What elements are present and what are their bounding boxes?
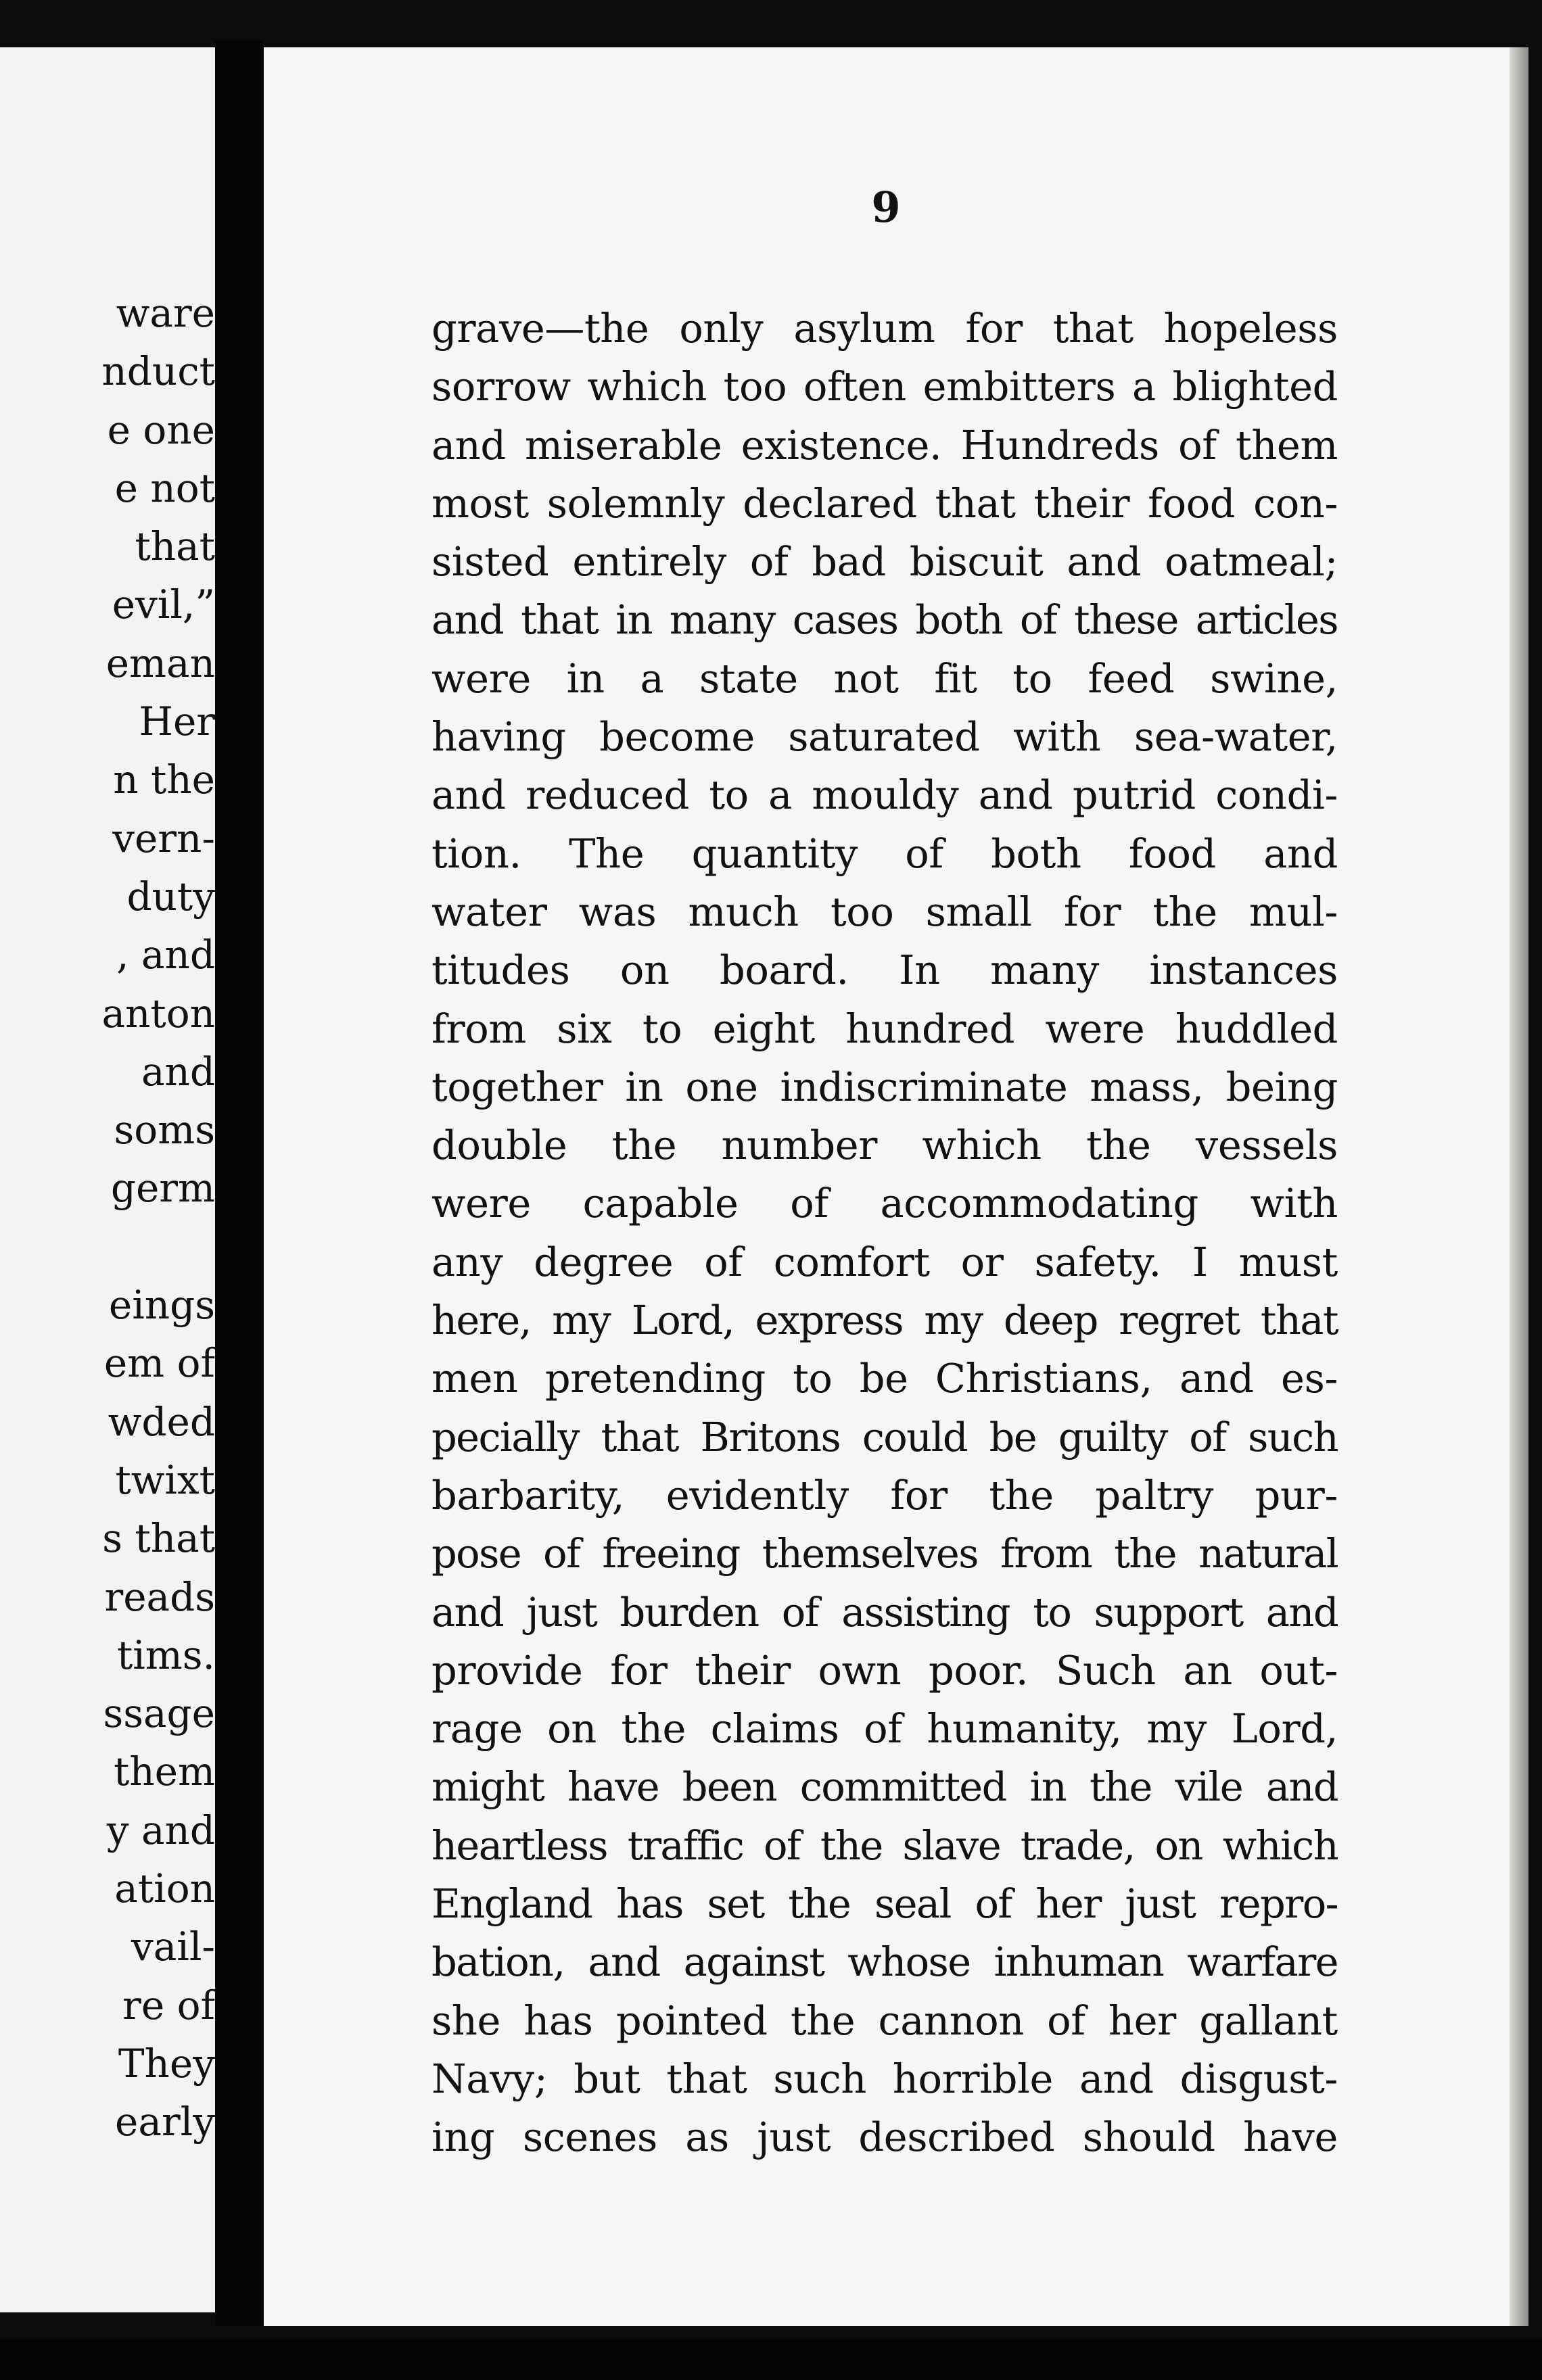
text-line: grave—the only asylum for that hopeless bbox=[431, 305, 1338, 352]
left-line: Her bbox=[139, 698, 215, 745]
text-line: provide for their own poor. Such an out- bbox=[431, 1646, 1338, 1694]
left-line: and bbox=[141, 1048, 215, 1095]
left-line: early bbox=[115, 2099, 215, 2145]
text-line: were in a state not fit to feed swine, bbox=[431, 654, 1338, 702]
page-number: 9 bbox=[871, 183, 901, 232]
text-line: barbarity, evidently for the paltry pur- bbox=[431, 1471, 1338, 1519]
left-line: eings bbox=[108, 1282, 215, 1329]
left-line: eman bbox=[106, 640, 215, 686]
left-line: e one bbox=[107, 406, 215, 453]
text-line: tion. The quantity of both food and bbox=[431, 830, 1338, 877]
left-line: duty bbox=[126, 873, 215, 920]
text-line: and reduced to a mouldy and putrid condi- bbox=[431, 771, 1338, 819]
left-line: e not bbox=[114, 465, 215, 511]
left-line: germ bbox=[110, 1165, 215, 1212]
text-line: men pretending to be Christians, and es- bbox=[431, 1355, 1338, 1402]
text-line: having become saturated with sea-water, bbox=[431, 713, 1338, 761]
book-gutter bbox=[215, 41, 264, 2326]
page-edge bbox=[1510, 47, 1528, 2326]
left-line: reads bbox=[104, 1573, 215, 1620]
text-line: most solemnly declared that their food con- bbox=[431, 479, 1338, 527]
left-line bbox=[0, 1218, 215, 1276]
left-line: They bbox=[118, 2040, 215, 2087]
text-line: and just burden of assisting to support and bbox=[431, 1588, 1338, 1636]
text-line: ing scenes as just described should have bbox=[431, 2114, 1338, 2161]
text-line: might have been committed in the vile and bbox=[431, 1763, 1338, 1811]
left-line: ssage bbox=[103, 1690, 215, 1737]
text-line: titudes on board. In many instances bbox=[431, 947, 1338, 994]
left-line: vern- bbox=[112, 815, 215, 861]
text-line: water was much too small for the mul- bbox=[431, 888, 1338, 935]
text-line: from six to eight hundred were huddled bbox=[431, 1005, 1338, 1052]
text-line: double the number which the vessels bbox=[431, 1122, 1338, 1169]
left-line: anton bbox=[101, 990, 215, 1037]
left-line: ation bbox=[114, 1865, 215, 1912]
left-line: evil,” bbox=[112, 581, 215, 628]
left-line: wded bbox=[108, 1398, 215, 1445]
text-line: here, my Lord, express my deep regret that bbox=[431, 1297, 1338, 1344]
scan-border bbox=[0, 2339, 1542, 2380]
left-line: twixt bbox=[115, 1456, 215, 1503]
body-text bbox=[431, 300, 1338, 2167]
text-line: bation, and against whose inhuman warfare bbox=[431, 1938, 1338, 1986]
right-page bbox=[264, 47, 1528, 2326]
left-line: n the bbox=[113, 757, 215, 803]
text-line: and that in many cases both of these articles bbox=[431, 596, 1338, 644]
left-line: vail- bbox=[131, 1924, 215, 1970]
text-line: she has pointed the cannon of her gallant bbox=[431, 1997, 1338, 2044]
left-line: nduct bbox=[101, 348, 215, 395]
left-line: them bbox=[114, 1748, 215, 1795]
left-page bbox=[0, 47, 215, 2312]
left-line: em of bbox=[103, 1340, 215, 1387]
text-line: were capable of accommodating with bbox=[431, 1180, 1338, 1227]
text-line: England has set the seal of her just repro- bbox=[431, 1880, 1338, 1928]
left-line: y and bbox=[106, 1807, 215, 1853]
text-line: any degree of comfort or safety. I must bbox=[431, 1238, 1338, 1285]
text-line: sisted entirely of bad biscuit and oatmeal; bbox=[431, 538, 1338, 586]
left-page-text bbox=[0, 284, 215, 2151]
left-line: , and bbox=[116, 932, 215, 978]
left-line: soms bbox=[114, 1107, 215, 1153]
left-line: tims. bbox=[116, 1632, 215, 1678]
text-line: pecially that Britons could be guilty of such bbox=[431, 1413, 1338, 1460]
left-line: s that bbox=[102, 1515, 215, 1562]
left-line: that bbox=[135, 523, 215, 570]
text-line: together in one indiscriminate mass, being bbox=[431, 1063, 1338, 1110]
text-line: Navy; but that such horrible and disgust- bbox=[431, 2055, 1338, 2102]
text-line: sorrow which too often embitters a blighted bbox=[431, 363, 1338, 410]
left-line: ware bbox=[116, 290, 215, 336]
text-line: pose of freeing themselves from the natural bbox=[431, 1530, 1338, 1577]
text-line: heartless traffic of the slave trade, on which bbox=[431, 1822, 1338, 1869]
left-line: re of bbox=[122, 1982, 215, 2028]
text-line: and miserable existence. Hundreds of them bbox=[431, 421, 1338, 469]
text-line: rage on the claims of humanity, my Lord, bbox=[431, 1705, 1338, 1753]
